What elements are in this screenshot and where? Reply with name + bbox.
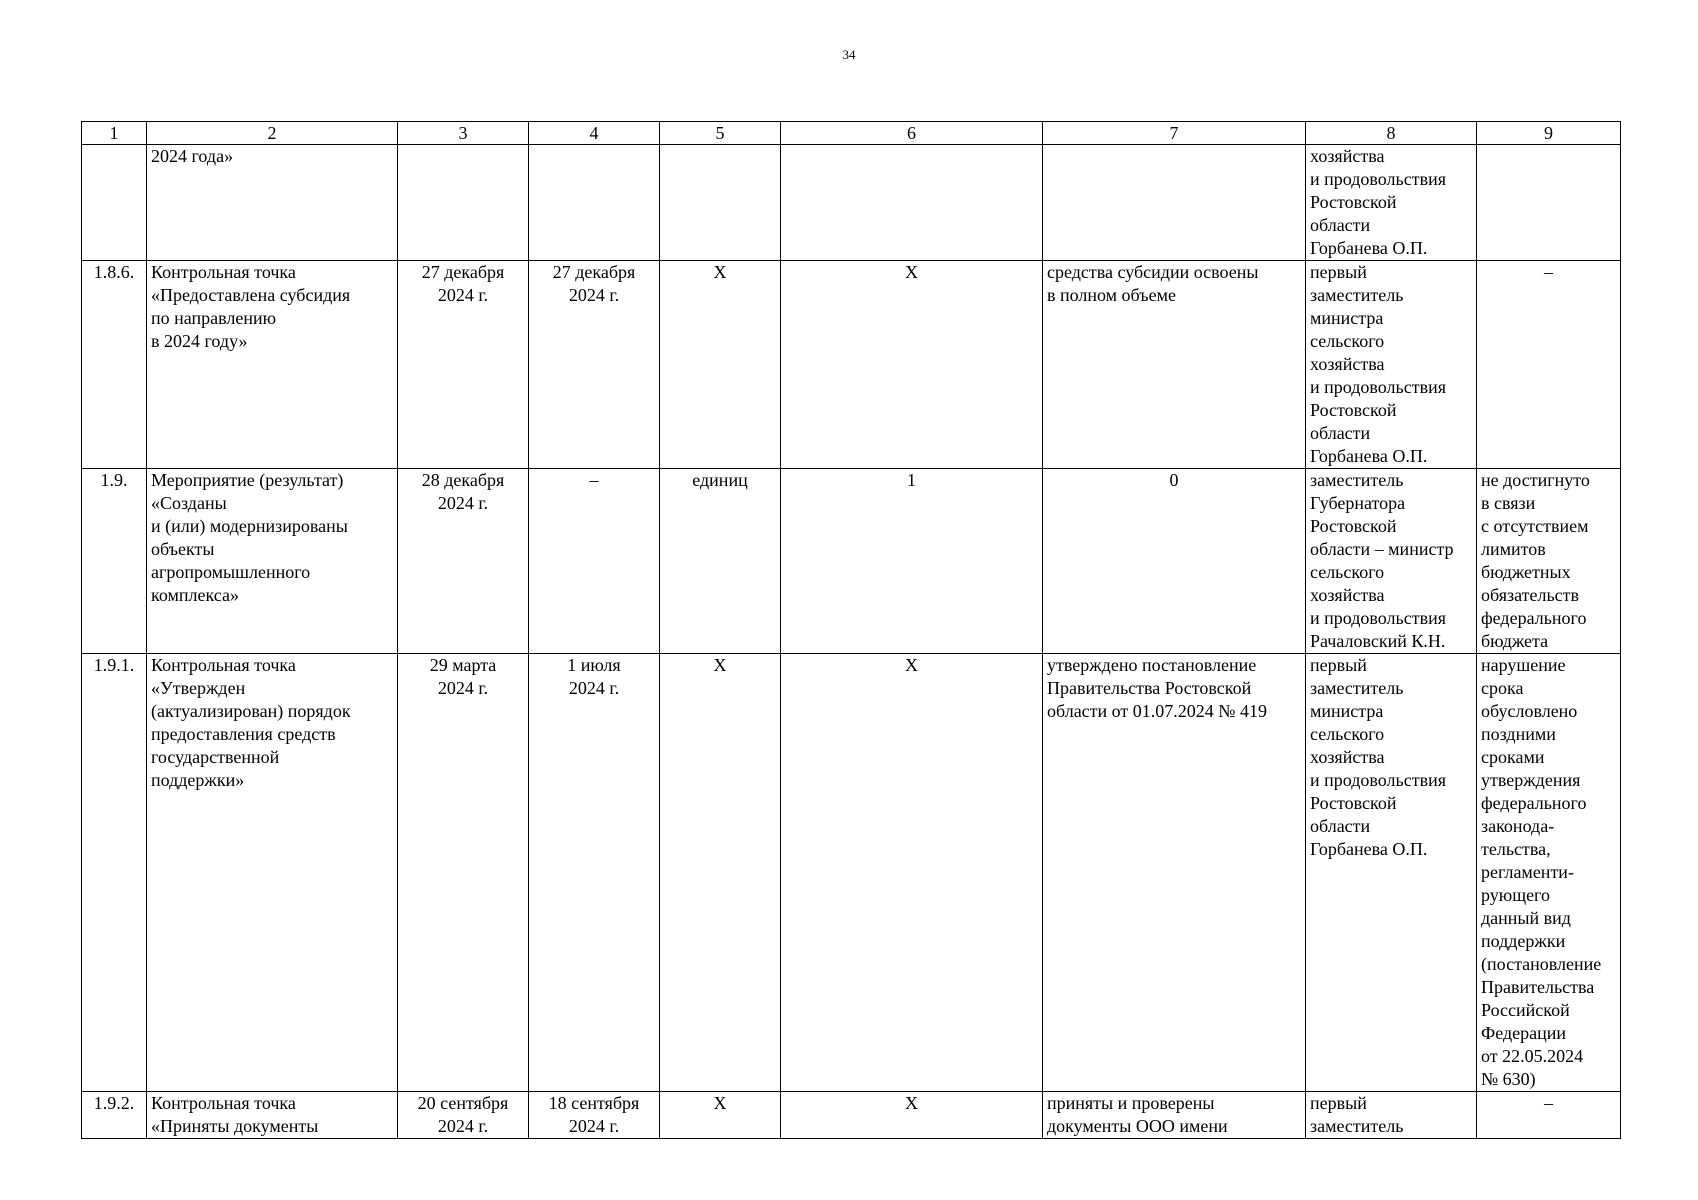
planned-date-cell: 28 декабря 2024 г. [398,469,529,654]
responsible-cell: первый заместитель министра сельского хозяйства и продовольствия Ростовской области Горбанева О.П. [1306,261,1477,469]
table-row [82,654,1621,1092]
item-number-cell: 1.9.1. [82,654,147,1092]
planned-value-cell: Х [781,261,1043,469]
column-header: 2 [147,122,398,145]
planned-value-cell: Х [781,1092,1043,1139]
planned-value-cell: 1 [781,469,1043,654]
item-name-cell: Мероприятие (результат) «Созданы и (или) модернизированы объекты агропромышленного комплекса» [147,469,398,654]
unit-cell: единиц [660,469,781,654]
planned-value-cell [781,145,1043,261]
table-row [82,469,1621,654]
planned-date-cell: 29 марта 2024 г. [398,654,529,1092]
actual-value-cell: средства субсидии освоены в полном объеме [1043,261,1306,469]
column-header: 7 [1043,122,1306,145]
item-name-cell: Контрольная точка «Приняты документы [147,1092,398,1139]
actual-value-cell: приняты и проверены документы ООО имени [1043,1092,1306,1139]
note-cell [1477,145,1621,261]
actual-date-cell: – [529,469,660,654]
item-name-cell: Контрольная точка «Предоставлена субсидия по направлению в 2024 году» [147,261,398,469]
column-header: 1 [82,122,147,145]
unit-cell: Х [660,261,781,469]
planned-date-cell [398,145,529,261]
actual-value-cell: 0 [1043,469,1306,654]
column-header: 9 [1477,122,1621,145]
note-cell: – [1477,1092,1621,1139]
item-number-cell: 1.9.2. [82,1092,147,1139]
responsible-cell: первый заместитель [1306,1092,1477,1139]
item-number-cell: 1.9. [82,469,147,654]
report-table [81,121,1621,1139]
actual-date-cell [529,145,660,261]
responsible-cell: первый заместитель министра сельского хозяйства и продовольствия Ростовской области Горбанева О.П. [1306,654,1477,1092]
note-cell: нарушение срока обусловлено поздними сроками утверждения федерального законода- тельства, регламенти- рующего данный вид поддержки (постановление Правительства Российской Федерации от 22.05.2024 № 630) [1477,654,1621,1092]
note-cell: не достигнуто в связи с отсутствием лимитов бюджетных обязательств федерального бюджета [1477,469,1621,654]
actual-value-cell [1043,145,1306,261]
note-cell: – [1477,261,1621,469]
item-number-cell: 1.8.6. [82,261,147,469]
unit-cell [660,145,781,261]
planned-date-cell: 20 сентября 2024 г. [398,1092,529,1139]
item-name-cell: Контрольная точка «Утвержден (актуализирован) порядок предоставления средств государственной поддержки» [147,654,398,1092]
planned-value-cell: Х [781,654,1043,1092]
column-header: 8 [1306,122,1477,145]
page-number: 34 [842,47,856,62]
item-name-cell: 2024 года» [147,145,398,261]
unit-cell: Х [660,654,781,1092]
responsible-cell: хозяйства и продовольствия Ростовской области Горбанева О.П. [1306,145,1477,261]
column-header: 3 [398,122,529,145]
item-number-cell [82,145,147,261]
column-header: 6 [781,122,1043,145]
actual-date-cell: 27 декабря 2024 г. [529,261,660,469]
column-header: 5 [660,122,781,145]
table-row [82,261,1621,469]
table-row [82,1092,1621,1139]
table-row [82,145,1621,261]
actual-date-cell: 1 июля 2024 г. [529,654,660,1092]
unit-cell: Х [660,1092,781,1139]
planned-date-cell: 27 декабря 2024 г. [398,261,529,469]
table-header-row [82,122,1621,145]
actual-value-cell: утверждено постановление Правительства Ростовской области от 01.07.2024 № 419 [1043,654,1306,1092]
column-header: 4 [529,122,660,145]
responsible-cell: заместитель Губернатора Ростовской области – министр сельского хозяйства и продовольствия Рачаловский К.Н. [1306,469,1477,654]
actual-date-cell: 18 сентября 2024 г. [529,1092,660,1139]
